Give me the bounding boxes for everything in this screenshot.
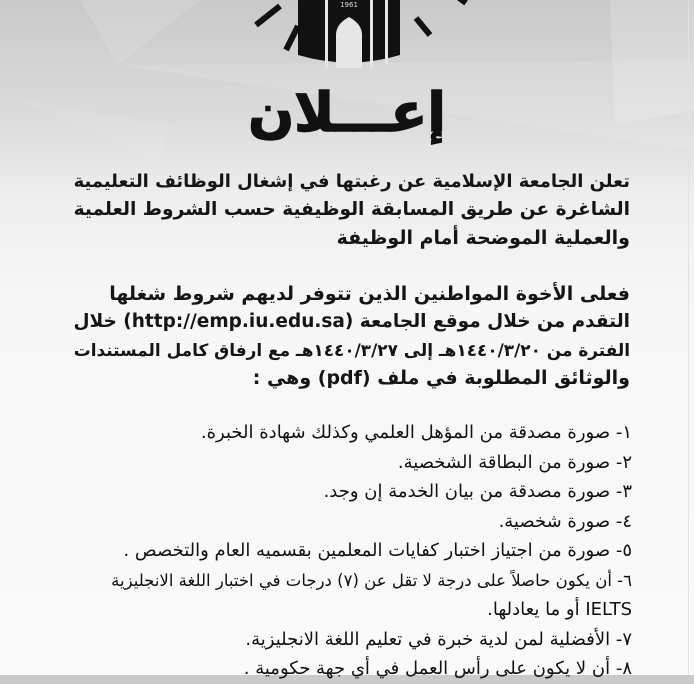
intro-paragraph — [62, 168, 630, 252]
requirement-item: ١- صورة مصدقة من المؤهل العلمي وكذلك شهادة الخبرة. — [200, 422, 632, 443]
application-paragraph — [62, 280, 630, 392]
requirement-item-continuation: IELTS أو ما يعادلها. — [487, 599, 632, 620]
requirement-item: ٦- أن يكون حاصلاً على درجة لا تقل عن (٧) درجات في اختبار اللغة الانجليزية — [111, 570, 632, 590]
intro-line: تعلن الجامعة الإسلامية عن رغبتها في إشغال الوظائف التعليمية — [73, 171, 630, 192]
logo-ray-right-outer — [454, 0, 466, 3]
page-title: إعـــلان — [248, 81, 446, 144]
logo-ray-left-inner — [286, 26, 298, 50]
logo-year: 1961 — [340, 1, 358, 9]
requirements-list — [100, 418, 632, 684]
logo-ray-right-inner — [416, 18, 430, 35]
application-line-with-link: التقدم من خلال موقع الجامعة (http://emp.iu.edu.sa) خلال — [73, 311, 630, 332]
application-line: فعلى الأخوة المواطنين الذين تتوفر لديهم شروط شغلها — [109, 283, 630, 305]
requirement-item: ٥- صورة من اجتياز اختبار كفايات المعلمين بقسميه العام والتخصص . — [123, 540, 632, 561]
intro-line: الشاغرة عن طريق المسابقة الوظيفية حسب الشروط العلمية — [73, 199, 630, 220]
application-line: والوثائق المطلوبة في ملف (pdf) وهي : — [252, 367, 630, 389]
application-line-dates: الفترة من ١٤٤٠/٣/٢٠هـ إلى ١٤٤٠/٣/٢٧هـ مع ارفاق كامل المستندات — [73, 340, 630, 360]
requirement-item: ٣- صورة مصدقة من بيان الخدمة إن وجد. — [323, 481, 632, 502]
requirement-item: ٨- أن لا يكون على رأس العمل في أي جهة حكومية . — [243, 658, 632, 679]
requirement-item: ٤- صورة شخصية. — [498, 510, 632, 532]
requirement-item: ٧- الأفضلية لمن لدية خبرة في تعليم اللغة الانجليزية. — [245, 628, 632, 650]
university-logo — [228, 0, 472, 72]
logo-ray-left-outer — [256, 6, 280, 25]
intro-line: والعملية الموضحة أمام الوظيفة — [336, 227, 630, 249]
requirement-item: ٢- صورة من البطاقة الشخصية. — [397, 451, 632, 473]
logo-shield — [298, 0, 400, 68]
